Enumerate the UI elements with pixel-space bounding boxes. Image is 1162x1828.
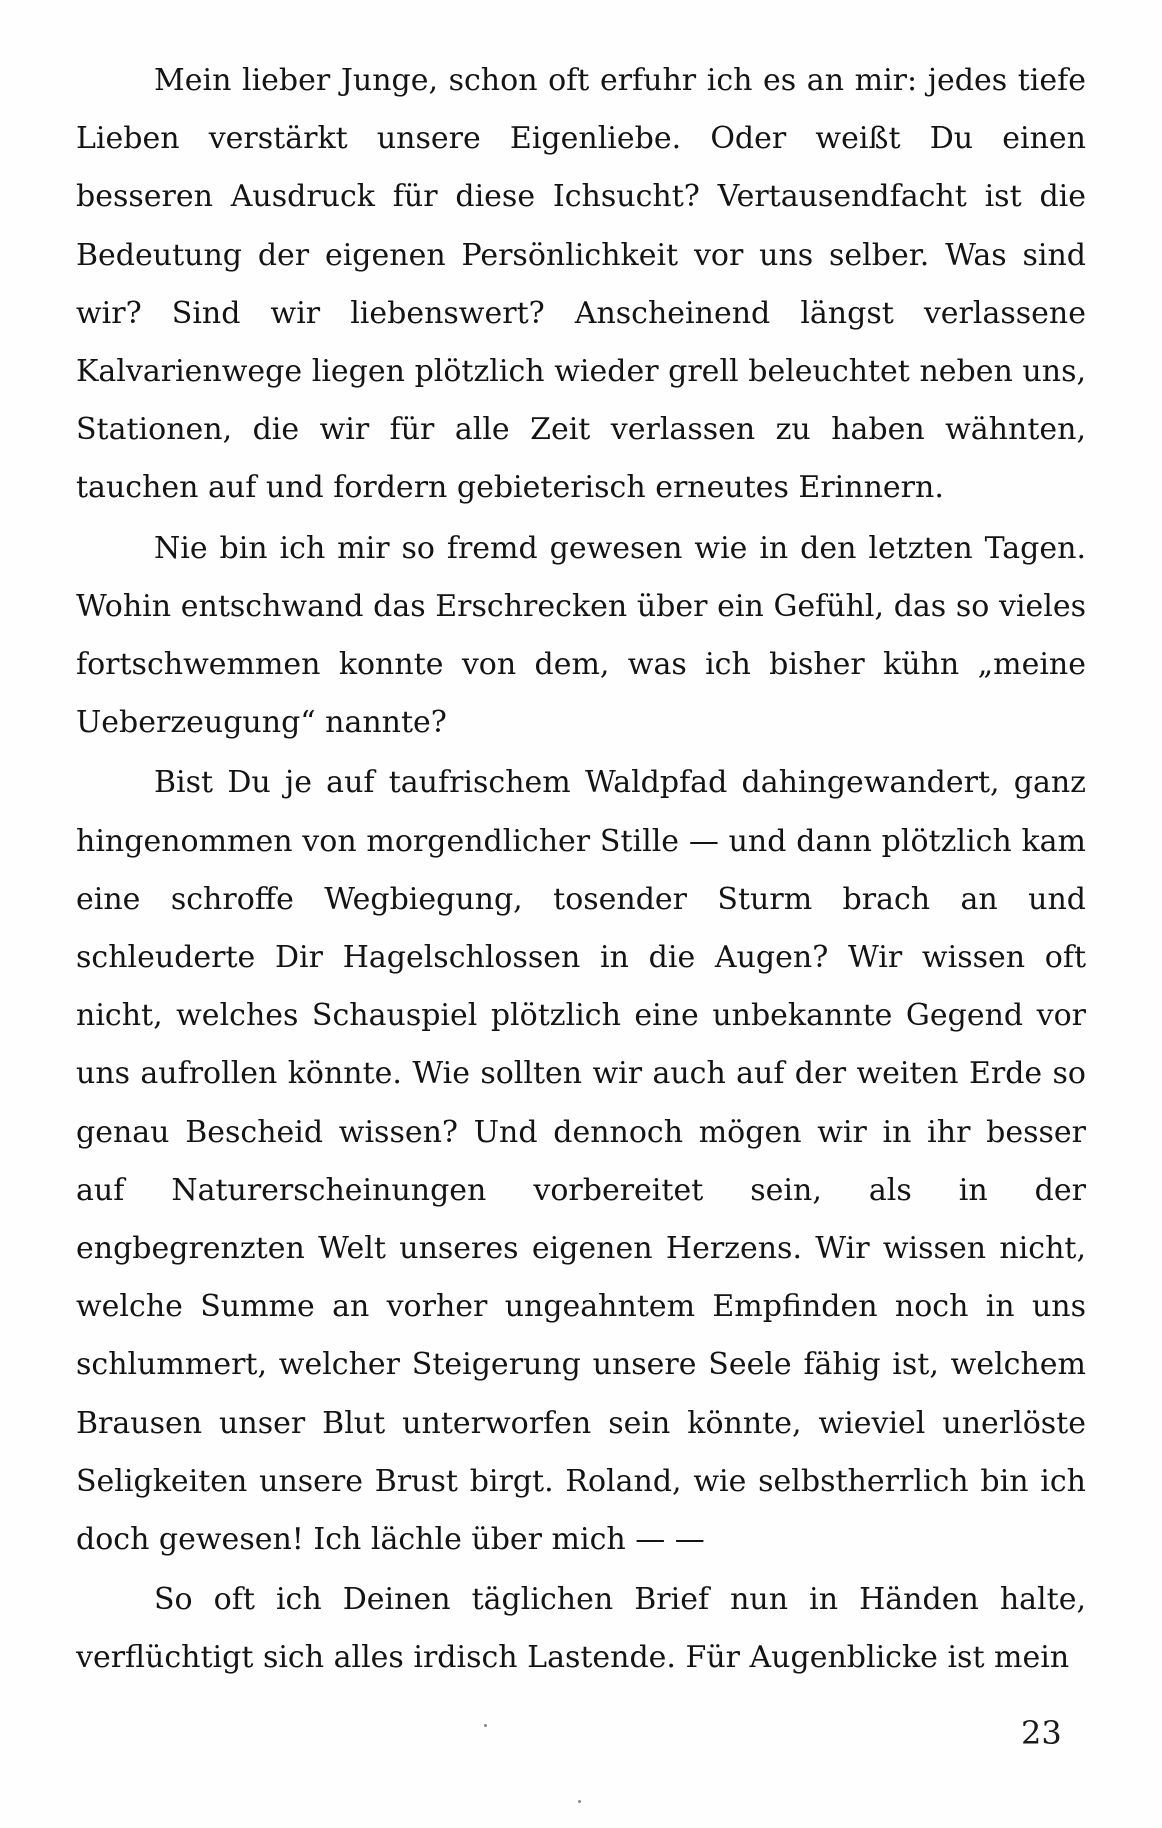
paragraph-4: So oft ich Deinen täglichen Brief nun in Händen halte, verflüchtigt sich alles irdisch Lastende. Für Augenblicke ist mein (76, 1582, 1086, 1676)
paper-speck (578, 1800, 581, 1803)
paragraph-2: Nie bin ich mir so fremd gewesen wie in den letzten Tagen. Wohin entschwand das Erschrecken über ein Gefühl, das so vieles fortschwemmen konnte von dem, was ich bisher kühn „meine Ueberzeugung“ nannte? (76, 530, 1086, 741)
paragraph-1: Mein lieber Junge, schon oft erfuhr ich es an mir: jedes tiefe Lieben verstärkt unsere Eigenliebe. Oder weißt Du einen besseren Ausdruck für diese Ichsucht? Vertausendfacht ist die Bedeutung der eigenen Persönlichkeit vor uns selber. Was sind wir? Sind wir liebenswert? Anscheinend längst verlassene Kalvarienwege liegen plötzlich wieder grell beleuchtet neben uns, Stationen, die wir für alle Zeit verlassen zu haben wähnten, tauchen auf und fordern gebieterisch erneutes Erinnern. (76, 63, 1086, 506)
paper-speck (484, 1724, 487, 1727)
paragraph-3: Bist Du je auf taufrischem Waldpfad dahingewandert, ganz hingenommen von morgendlicher Stille — und dann plötzlich kam eine schroffe Wegbiegung, tosender Sturm brach an und schleuderte Dir Hagelschlossen in die Augen? Wir wissen oft nicht, welches Schauspiel plötzlich eine unbekannte Gegend vor uns aufrollen könnte. Wie sollten wir auch auf der weiten Erde so genau Bescheid wissen? Und dennoch mögen wir in ihr besser auf Naturerscheinungen vorbereitet sein, als in der engbegrenzten Welt unseres eigenen Herzens. Wir wissen nicht, welche Summe an vorher ungeahntem Empfinden noch in uns schlummert, welcher Steigerung unsere Seele fähig ist, welchem Brausen unser Blut unterworfen sein könnte, wieviel unerlöste Seligkeiten unsere Brust birgt. Roland, wie selbstherrlich bin ich doch gewesen! Ich lächle über mich — — (76, 765, 1086, 1558)
page-number: 23 (1021, 1714, 1062, 1752)
body-text (76, 52, 1086, 1688)
